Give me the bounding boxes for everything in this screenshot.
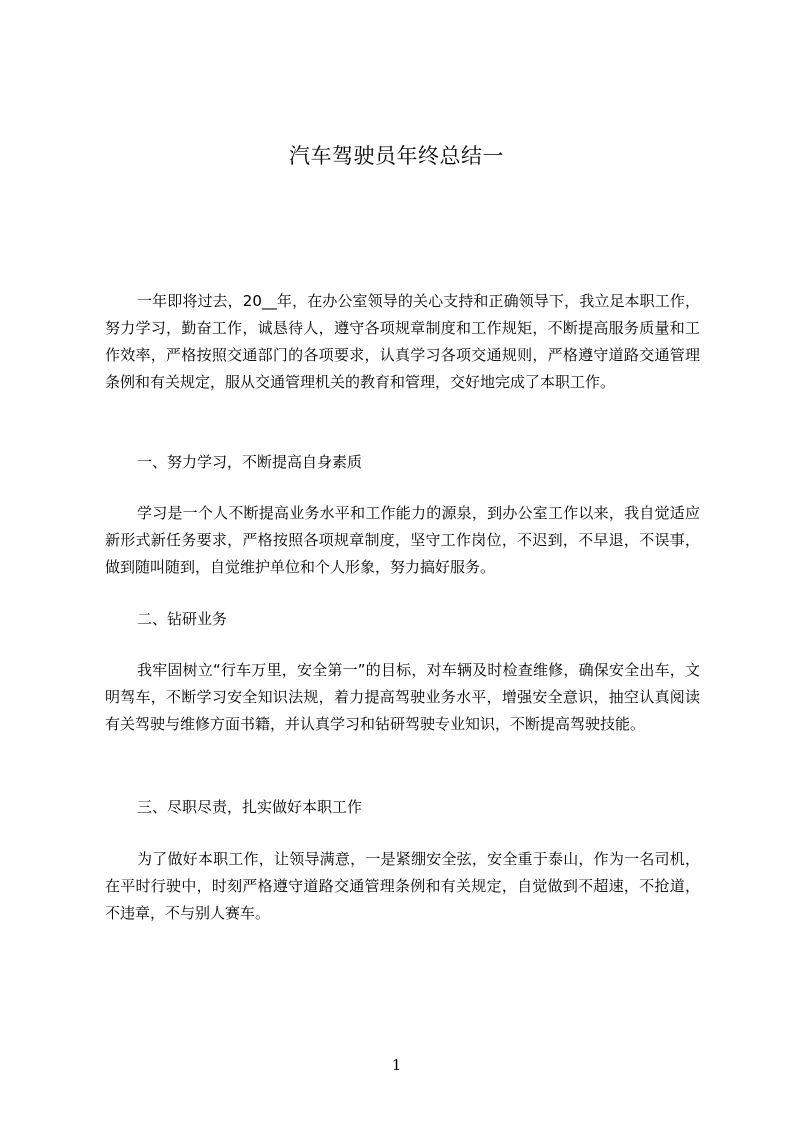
- section-heading-2: 二、钻研业务: [137, 610, 228, 628]
- page-title: 汽车驾驶员年终总结一: [289, 144, 504, 168]
- intro-paragraph: 一年即将过去，20__年，在办公室领导的关心支持和正确领导下，我立足本职工作，努力学习，勤奋工作，诚恳待人，遵守各项规章制度和工作规矩，不断提高服务质量和工作效率，严格按照交通部门的各项要求，认真学习各项交通规则，严格遵守道路交通管理条例和有关规定，服从交通管理机关的教育和管理，交好地完成了本职工作。: [105, 292, 700, 391]
- section-heading-1: 一、努力学习，不断提高自身素质: [137, 453, 363, 471]
- section-body-1: 学习是一个人不断提高业务水平和工作能力的源泉，到办公室工作以来，我自觉适应新形式新任务要求，严格按照各项规章制度，坚守工作岗位，不迟到，不早退，不误事，做到随叫随到，自觉维护单位和个人形象，努力搞好服务。: [105, 504, 700, 576]
- page-number: 1: [391, 1056, 402, 1074]
- section-body-3: 为了做好本职工作，让领导满意，一是紧绷安全弦，安全重于泰山，作为一名司机，在平时行驶中，时刻严格遵守道路交通管理条例和有关规定，自觉做到不超速，不抢道，不违章，不与别人赛车。: [105, 850, 700, 922]
- section-body-2: 我牢固树立“行车万里，安全第一”的目标，对车辆及时检查维修，确保安全出车，文明驾车，不断学习安全知识法规，着力提高驾驶业务水平，增强安全意识，抽空认真阅读有关驾驶与维修方面书籍，并认真学习和钻研驾驶专业知识，不断提高驾驶技能。: [105, 661, 700, 733]
- section-heading-3: 三、尽职尽责，扎实做好本职工作: [137, 798, 363, 816]
